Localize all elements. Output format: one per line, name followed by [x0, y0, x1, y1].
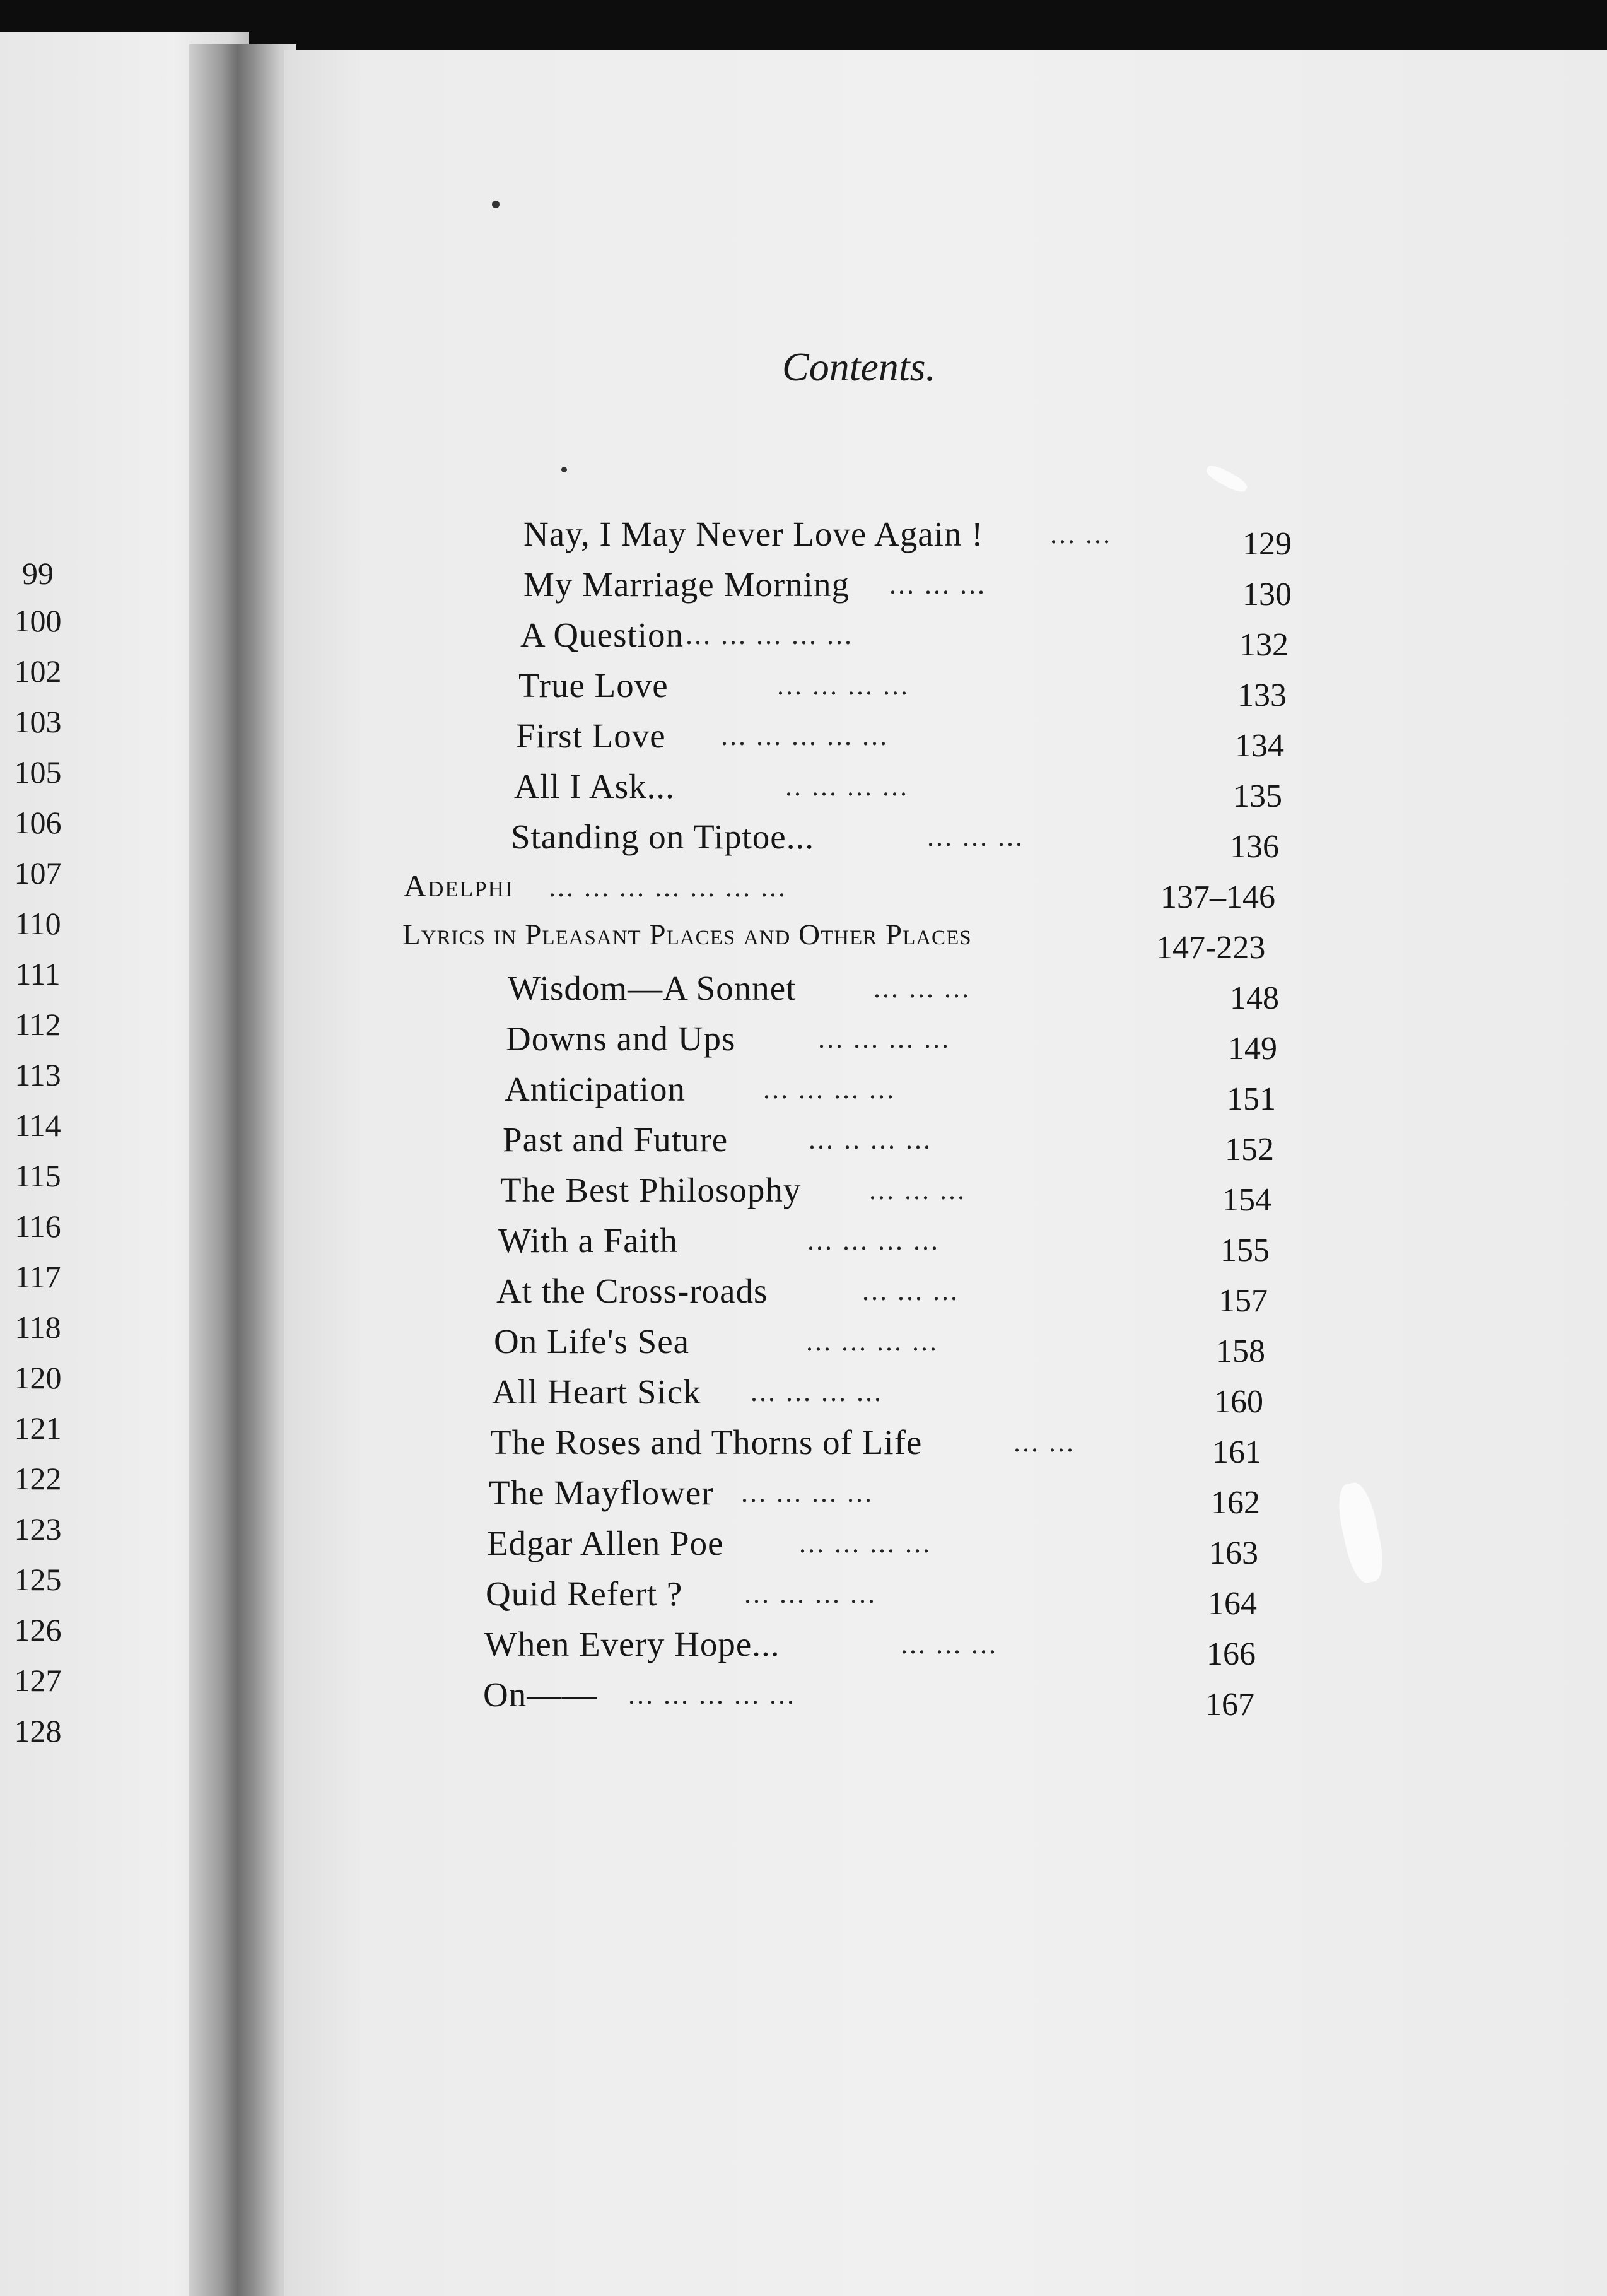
toc-entry-leader: ... ... ... [889, 569, 986, 600]
toc-entry-leader: ... ... ... ... [741, 1477, 874, 1508]
left-page-number: 125 [14, 1562, 62, 1597]
toc-entry-leader: ... ... ... [927, 821, 1024, 852]
left-page-number: 118 [15, 1309, 61, 1345]
toc-entry-title: Nay, I May Never Love Again ! [523, 515, 984, 553]
right-page [284, 50, 1607, 2296]
toc-section-title: Adelphi [404, 868, 514, 903]
toc-entry-page: 151 [1227, 1081, 1276, 1117]
toc-entry-leader: ... ... ... ... ... [628, 1679, 796, 1710]
toc-entry-title: A Question [520, 616, 684, 654]
toc-entry-title: With a Faith [498, 1221, 678, 1260]
toc-entry-leader: ... ... ... [862, 1275, 959, 1306]
left-page-number: 115 [15, 1158, 61, 1193]
toc-entry-page: 134 [1235, 728, 1284, 764]
left-page-number: 116 [15, 1209, 61, 1244]
left-page-number: 100 [14, 603, 62, 638]
toc-entry-page: 164 [1208, 1586, 1257, 1622]
toc-entry-leader: .. ... ... ... [785, 771, 909, 802]
toc-entry-page: 148 [1230, 980, 1279, 1016]
toc-entry-page: 160 [1214, 1384, 1263, 1420]
toc-entry-title: Anticipation [505, 1070, 686, 1108]
toc-entry-page: 130 [1242, 577, 1292, 612]
toc-entry-page: 137–146 [1160, 879, 1275, 915]
toc-entry-leader: ... .. ... ... [809, 1124, 932, 1155]
left-page-number: 114 [15, 1108, 61, 1143]
toc-entry-leader: ... ... ... ... [799, 1528, 932, 1559]
toc-entry-page: 152 [1225, 1132, 1274, 1168]
left-page-number: 110 [15, 906, 61, 941]
left-page-number: 99 [22, 556, 54, 591]
toc-entry-leader: ... ... ... ... [818, 1023, 950, 1054]
book-gutter [189, 44, 296, 2296]
toc-entry-leader: ... ... ... ... [751, 1376, 883, 1407]
left-page-number: 123 [14, 1511, 62, 1547]
toc-entry-title: Quid Refert ? [486, 1574, 683, 1613]
left-page-number: 127 [14, 1663, 62, 1698]
toc-entry-page: 154 [1222, 1182, 1271, 1218]
toc-entry-page: 163 [1209, 1535, 1258, 1571]
toc-entry-title: My Marriage Morning [523, 565, 850, 604]
left-page-number: 105 [14, 754, 62, 790]
toc-entry-title: The Best Philosophy [500, 1171, 802, 1209]
toc-entry-leader: ... ... ... ... [763, 1074, 896, 1104]
toc-entry-leader: ... ... ... ... [806, 1326, 938, 1357]
toc-entry-title: True Love [518, 666, 669, 705]
toc-section-title: Lyrics in Pleasant Places and Other Places [402, 918, 972, 951]
toc-entry-page: 166 [1207, 1636, 1256, 1672]
toc-entry-title: At the Cross-roads [496, 1272, 768, 1310]
toc-entry-title: On Life's Sea [494, 1322, 690, 1361]
left-page-number: 107 [14, 855, 62, 891]
toc-entry-title: Downs and Ups [506, 1019, 736, 1058]
left-page-number: 113 [15, 1057, 61, 1092]
toc-entry-leader: ... ... ... ... ... [686, 619, 853, 650]
toc-entry-leader: ... ... [1050, 518, 1112, 549]
left-page-number: 112 [15, 1007, 61, 1042]
toc-entry-title: Edgar Allen Poe [487, 1524, 724, 1562]
contents-heading: Contents. [782, 344, 936, 389]
ink-speck [492, 201, 500, 208]
toc-entry-title: All I Ask... [514, 767, 675, 805]
toc-entry-title: All Heart Sick [492, 1373, 701, 1411]
toc-entry-page: 161 [1212, 1434, 1261, 1470]
ink-speck [561, 467, 567, 472]
left-page-number: 122 [14, 1461, 62, 1496]
toc-entry-page: 132 [1239, 627, 1289, 663]
toc-entry-leader: ... ... ... ... ... ... ... [549, 872, 787, 903]
toc-entry-page: 155 [1220, 1233, 1270, 1268]
toc-entry-leader: ... ... [1014, 1427, 1075, 1458]
toc-entry-title: Past and Future [503, 1120, 728, 1159]
toc-entry-page: 167 [1205, 1687, 1254, 1723]
toc-entry-leader: ... ... ... [869, 1174, 966, 1205]
left-page-number: 106 [14, 805, 62, 840]
toc-entry-title: Wisdom—A Sonnet [508, 969, 797, 1007]
toc-entry-page: 136 [1230, 829, 1279, 865]
left-page-number: 128 [14, 1713, 62, 1748]
toc-entry-leader: ... ... ... [874, 973, 971, 1004]
toc-entry-page: 147-223 [1156, 930, 1266, 966]
toc-entry-leader: ... ... ... ... [777, 670, 909, 701]
toc-entry-leader: ... ... ... ... [807, 1225, 940, 1256]
left-page-number: 111 [15, 956, 61, 992]
toc-entry-title: First Love [516, 717, 666, 755]
toc-entry-title: On—— [483, 1675, 598, 1714]
left-page-number: 102 [14, 653, 62, 689]
left-page-number: 120 [14, 1360, 62, 1395]
toc-entry-leader: ... ... ... [901, 1629, 998, 1660]
toc-entry-page: 133 [1237, 677, 1287, 713]
toc-entry-title: The Roses and Thorns of Life [490, 1423, 923, 1461]
toc-entry-leader: ... ... ... ... [744, 1578, 877, 1609]
toc-entry-page: 158 [1216, 1333, 1265, 1369]
toc-entry-title: When Every Hope... [484, 1625, 780, 1663]
left-page-number: 103 [14, 704, 62, 739]
toc-entry-page: 129 [1242, 526, 1292, 562]
toc-entry-leader: ... ... ... ... ... [721, 720, 889, 751]
toc-entry-title: The Mayflower [489, 1473, 714, 1512]
left-page-number: 117 [15, 1259, 61, 1294]
toc-entry-title: Standing on Tiptoe... [511, 817, 814, 856]
toc-entry-page: 162 [1211, 1485, 1260, 1521]
toc-entry-page: 149 [1228, 1031, 1277, 1067]
left-page-number: 126 [14, 1612, 62, 1648]
toc-entry-page: 157 [1218, 1283, 1268, 1319]
left-page-number: 121 [14, 1410, 62, 1446]
toc-entry-page: 135 [1233, 778, 1282, 814]
